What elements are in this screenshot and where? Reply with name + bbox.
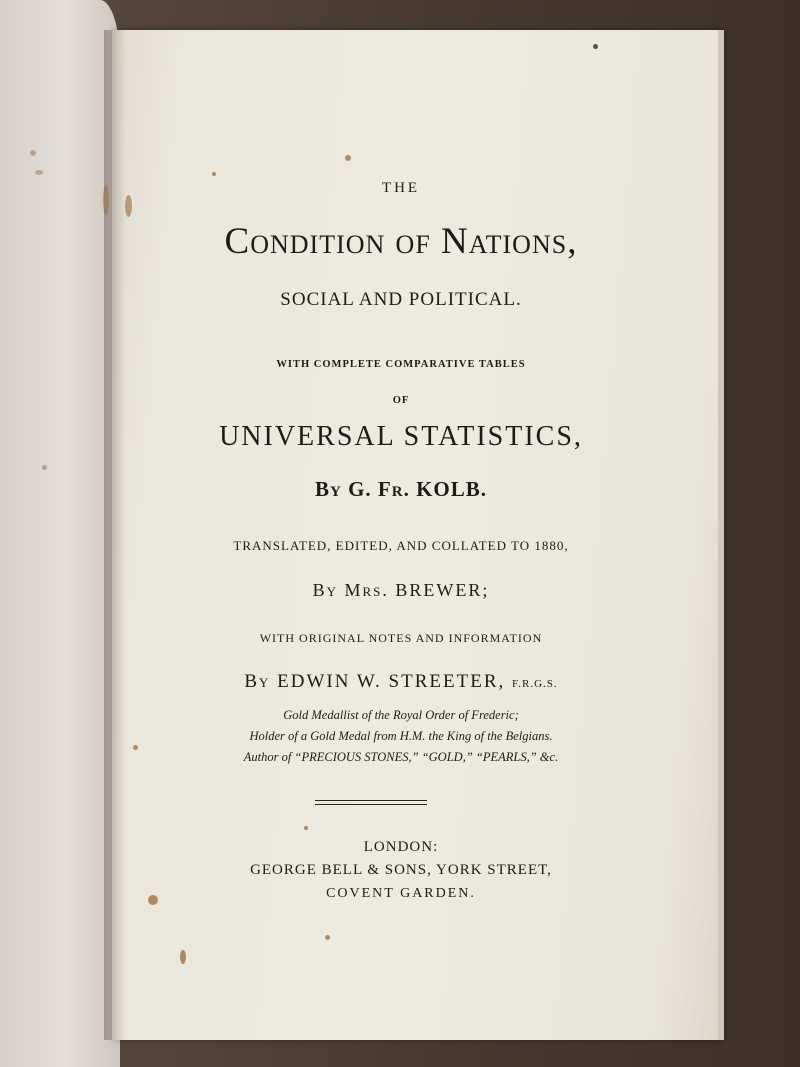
foxing-spot (125, 195, 132, 217)
credential-line: Author of “PRECIOUS STONES,” “GOLD,” “PEARLS,” &c. (243, 750, 559, 764)
imprint-address: COVENT GARDEN. (326, 886, 476, 901)
book-subtitle: SOCIAL AND POLITICAL. (280, 289, 522, 310)
tables-note: WITH COMPLETE COMPARATIVE TABLES (276, 359, 526, 370)
author-line: By G. Fr. KOLB. (314, 477, 488, 501)
foxing-spot (212, 172, 216, 176)
foxing-spot (325, 935, 330, 940)
translator-line: By Mrs. BREWER; (312, 580, 490, 600)
foxing-spot (35, 170, 43, 175)
foxing-spot (30, 150, 36, 156)
double-rule-divider (315, 800, 427, 805)
credential-line: Holder of a Gold Medal from H.M. the King of the Belgians. (249, 729, 553, 743)
foxing-spot (180, 950, 186, 964)
editor-line (112, 671, 690, 693)
foxing-spot (593, 44, 598, 49)
editor-name: By EDWIN W. STREETER, (244, 671, 506, 692)
foxing-spot (103, 185, 109, 215)
foxing-spot (42, 465, 47, 470)
notes-line: WITH ORIGINAL NOTES AND INFORMATION (259, 631, 543, 645)
editor-suffix: F.R.G.S. (512, 678, 558, 690)
foxing-spot (345, 155, 351, 161)
statistics-heading: UNIVERSAL STATISTICS, (219, 421, 583, 452)
title-article: THE (381, 180, 421, 196)
page-edge (718, 30, 724, 1040)
of-line: OF (392, 395, 410, 406)
book-title: Condition of Nations, (224, 221, 578, 262)
credential-line: Gold Medallist of the Royal Order of Frederic; (283, 708, 519, 722)
imprint-publisher: GEORGE BELL & SONS, YORK STREET, (250, 862, 552, 878)
facing-page (0, 0, 120, 1067)
imprint-city: LONDON: (363, 839, 439, 855)
translation-note: TRANSLATED, EDITED, AND COLLATED TO 1880, (233, 538, 569, 553)
foxing-spot (304, 826, 308, 830)
